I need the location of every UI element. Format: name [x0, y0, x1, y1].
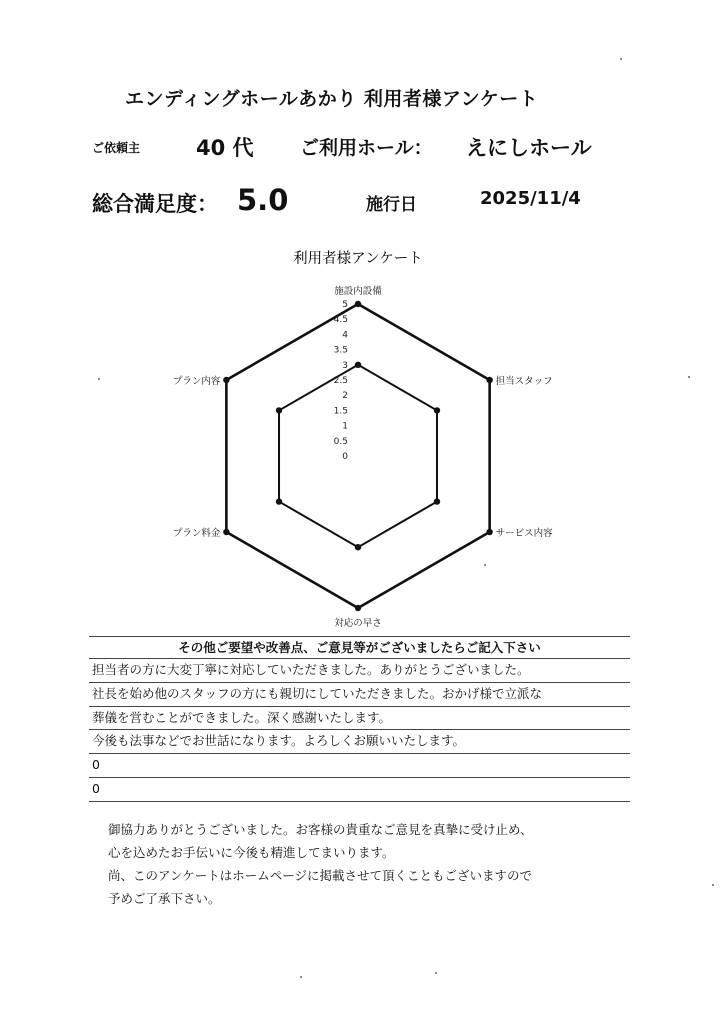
hall-label: ご利用ホール：	[300, 137, 433, 159]
requester-age: 40 代	[196, 136, 254, 160]
scale-tick-label: 2	[342, 391, 348, 402]
data-point	[486, 377, 492, 383]
axis-label: 施設内設備	[334, 286, 382, 297]
data-point	[486, 529, 492, 535]
comment-line: 今後も法事などでお世話になります。よろしくお願いいたします。	[89, 730, 630, 754]
closing-line: 心を込めたお手伝いに今後も精進してまいります。	[108, 845, 395, 860]
comment-line: 葬儀を営むことができました。深く感謝いたします。	[89, 707, 630, 731]
scan-speck	[484, 564, 486, 566]
scan-speck	[712, 884, 714, 886]
axis-label: プラン内容	[172, 376, 221, 387]
scale-tick-label: 1	[342, 421, 348, 432]
hall-name: えにしホール	[466, 136, 592, 160]
scan-speck	[435, 972, 437, 974]
data-point	[276, 407, 282, 413]
scan-speck	[98, 378, 100, 380]
scan-speck	[688, 376, 690, 378]
data-point	[355, 301, 361, 307]
closing-line: 尚、このアンケートはホームページに掲載させて頂くこともございますので	[108, 868, 533, 883]
axis-label: プラン料金	[172, 528, 221, 539]
series-line	[226, 304, 489, 608]
data-point	[355, 544, 361, 550]
date-value: 2025/11/4	[480, 188, 581, 209]
scale-tick-label: 2.5	[333, 376, 348, 386]
data-point	[355, 605, 361, 611]
data-point	[434, 498, 440, 504]
series-line	[279, 365, 437, 547]
comment-line: 0	[89, 778, 630, 802]
data-point	[276, 498, 282, 504]
date-label: 施行日	[366, 195, 417, 215]
scan-speck	[620, 58, 622, 60]
axis-label: サービス内容	[495, 528, 553, 539]
closing-line: 御協力ありがとうございました。お客様の貴重なご意見を真摯に受け止め、	[108, 822, 533, 837]
chart-scale-group	[334, 300, 349, 462]
scale-tick-label: 3	[342, 360, 348, 371]
satisfaction-score: 5.0	[237, 183, 289, 217]
scale-tick-label: 4	[342, 330, 348, 341]
scale-tick-label: 3.5	[333, 345, 348, 356]
closing-line: 予めご了承下さい。	[108, 891, 221, 906]
chart-title: 利用者様アンケート	[293, 251, 423, 267]
survey-title: エンディングホールあかり 利用者様アンケート	[125, 88, 539, 110]
satisfaction-label: 総合満足度：	[92, 192, 218, 216]
comment-line: 社長を始め他のスタッフの方にも親切にしていただきました。おかげ様で立派な	[89, 683, 630, 707]
comment-line: 担当者の方に大変丁寧に対応していただきました。ありがとうございました。	[89, 659, 630, 683]
comments-table	[89, 636, 630, 802]
data-point	[355, 362, 361, 368]
comment-line: 0	[89, 754, 630, 778]
scale-tick-label: 0	[342, 452, 348, 462]
scale-tick-label: 5	[342, 300, 348, 310]
data-point	[223, 377, 229, 383]
scale-tick-label: 1.5	[333, 406, 348, 417]
requester-label: ご依頼主	[92, 141, 141, 155]
scan-speck	[300, 976, 302, 978]
scale-tick-label: 0.5	[333, 436, 348, 447]
data-point	[223, 529, 229, 535]
closing-message	[108, 818, 533, 910]
comments-heading: その他ご要望や改善点、ご意見等がございましたらご記入下さい	[89, 636, 630, 659]
chart-axis-labels	[173, 285, 553, 629]
scale-tick-label: 4.5	[333, 315, 348, 326]
axis-label: 担当スタッフ	[495, 376, 553, 387]
axis-label: 対応の早さ	[334, 618, 382, 629]
data-point	[434, 407, 440, 413]
chart-series-group	[223, 301, 493, 611]
